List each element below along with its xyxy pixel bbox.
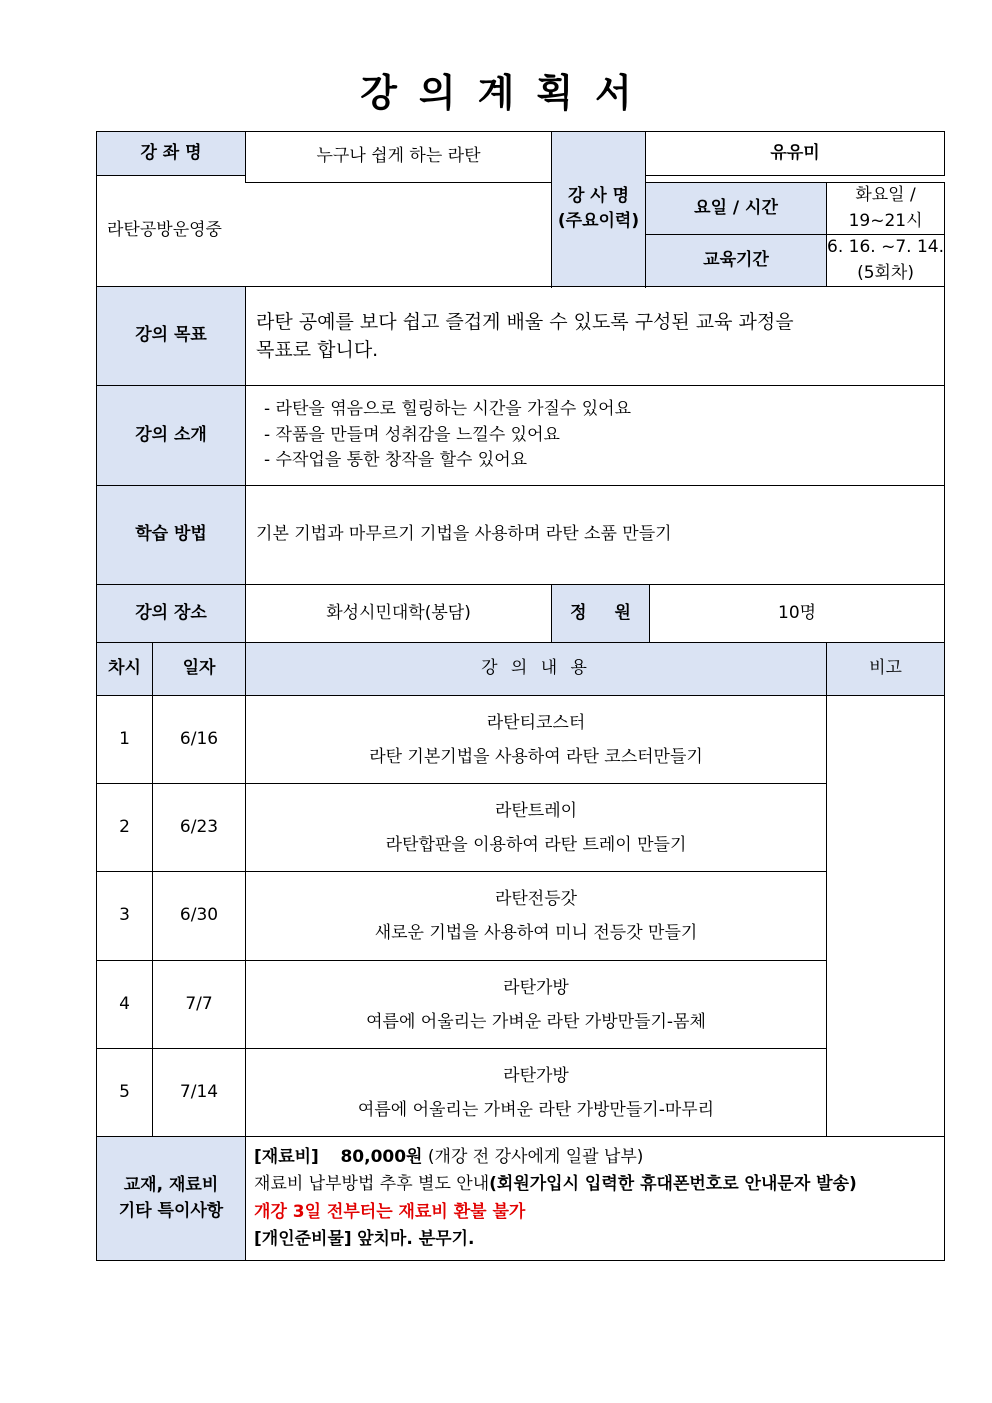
course-name-label: 강 좌 명 (97, 132, 246, 176)
content-title: 라탄가방 (503, 1065, 569, 1086)
pay-method-text: 재료비 납부방법 추후 별도 안내 (254, 1174, 490, 1195)
goal-value (246, 287, 945, 386)
instructor-label (552, 132, 646, 287)
session-cell: 1 (97, 696, 153, 784)
table-row (97, 1049, 945, 1137)
content-title: 라탄트레이 (494, 800, 578, 821)
fee-note: (개강 전 강사에게 일괄 납부) (427, 1147, 644, 1168)
session-cell: 5 (97, 1049, 153, 1137)
date-cell: 6/30 (153, 872, 246, 961)
goal-label: 강의 목표 (97, 287, 246, 386)
content-desc: 새로운 기법을 사용하여 미니 전등갓 만들기 (374, 923, 698, 943)
table-row (97, 696, 945, 784)
footer-notes (246, 1137, 945, 1261)
session-cell: 2 (97, 784, 153, 872)
page-title: 강의계획서 (360, 71, 654, 115)
table-row (97, 961, 945, 1049)
period-label: 교육기간 (646, 235, 827, 287)
capacity-value: 10명 (650, 585, 945, 643)
day-time-label: 요일 / 시간 (646, 183, 827, 235)
table-row (97, 872, 945, 961)
content-cell (246, 784, 827, 872)
content-header: 강 의 내 용 (246, 643, 827, 696)
content-title: 라탄티코스터 (486, 712, 586, 733)
content-cell (246, 961, 827, 1049)
content-desc: 여름에 어울리는 가벼운 라탄 가방만들기-마무리 (357, 1099, 715, 1120)
method-value: 기본 기법과 마무르기 기법을 사용하며 라탄 소품 만들기 (246, 486, 945, 585)
pay-method-detail: (회원가입시 입력한 휴대폰번호로 안내문자 발송) (489, 1174, 857, 1195)
footer-label-line-1: 교재, 재료비 (123, 1175, 219, 1195)
refund-notice: 개강 3일 전부터는 재료비 환불 불가 (254, 1201, 526, 1222)
method-label: 학습 방법 (97, 486, 246, 585)
goal-line-1: 라탄 공예를 보다 쉽고 즐겁게 배울 수 있도록 구성된 교육 과정을 (256, 310, 794, 333)
instructor-label-career: (주요이력) (557, 211, 640, 231)
content-desc: 여름에 어울리는 가벼운 라탄 가방만들기-몸체 (366, 1011, 706, 1032)
table-row (97, 784, 945, 872)
session-cell: 4 (97, 961, 153, 1049)
note-header: 비고 (827, 643, 945, 696)
session-header: 차시 (97, 643, 153, 696)
course-plan-table (96, 131, 945, 1261)
footer-label (97, 1137, 246, 1261)
date-cell: 7/14 (153, 1049, 246, 1137)
content-desc: 라탄합판을 이용하여 라탄 트레이 만들기 (385, 834, 687, 855)
capacity-label: 정 원 (552, 585, 650, 643)
course-name-value: 누구나 쉽게 하는 라탄 (246, 132, 552, 183)
note-cell (827, 696, 945, 1137)
fee-tag: [재료비] (254, 1147, 319, 1168)
instructor-career: 라탄공방운영중 (97, 176, 552, 287)
prep-items: 앞치마. 분무기. (357, 1228, 475, 1249)
content-title: 라탄가방 (503, 977, 569, 998)
day-time-value: 화요일 / 19~21시 (827, 183, 945, 235)
intro-list (246, 386, 945, 486)
intro-item: - 수작업을 통한 창작을 할수 있어요 (264, 450, 528, 471)
date-cell: 6/16 (153, 696, 246, 784)
prep-tag: [개인준비물] (254, 1228, 352, 1249)
content-desc: 라탄 기본기법을 사용하여 라탄 코스터만들기 (369, 746, 703, 767)
period-value: 6. 16. ~7. 14. (5회차) (827, 235, 945, 287)
fee-amount: 80,000원 (340, 1147, 423, 1168)
place-value: 화성시민대학(봉담) (246, 585, 552, 643)
intro-item: - 라탄을 엮음으로 힐링하는 시간을 가질수 있어요 (264, 399, 632, 420)
fee-line (254, 1144, 944, 1171)
footer-label-line-2: 기타 특이사항 (118, 1200, 224, 1221)
intro-label: 강의 소개 (97, 386, 246, 486)
content-cell (246, 872, 827, 961)
instructor-name: 유유미 (646, 132, 945, 176)
content-cell (246, 696, 827, 784)
session-cell: 3 (97, 872, 153, 961)
pay-method-line (254, 1171, 944, 1198)
date-cell: 6/23 (153, 784, 246, 872)
instructor-label-name: 강 사 명 (567, 185, 630, 206)
prep-line (254, 1226, 944, 1253)
place-label: 강의 장소 (97, 585, 246, 643)
content-cell (246, 1049, 827, 1137)
intro-item: - 작품을 만들며 성취감을 느낄수 있어요 (264, 424, 560, 445)
content-title: 라탄전등갓 (494, 889, 578, 909)
goal-line-2: 목표로 합니다. (256, 339, 379, 361)
date-cell: 7/7 (153, 961, 246, 1049)
date-header: 일자 (153, 643, 246, 696)
